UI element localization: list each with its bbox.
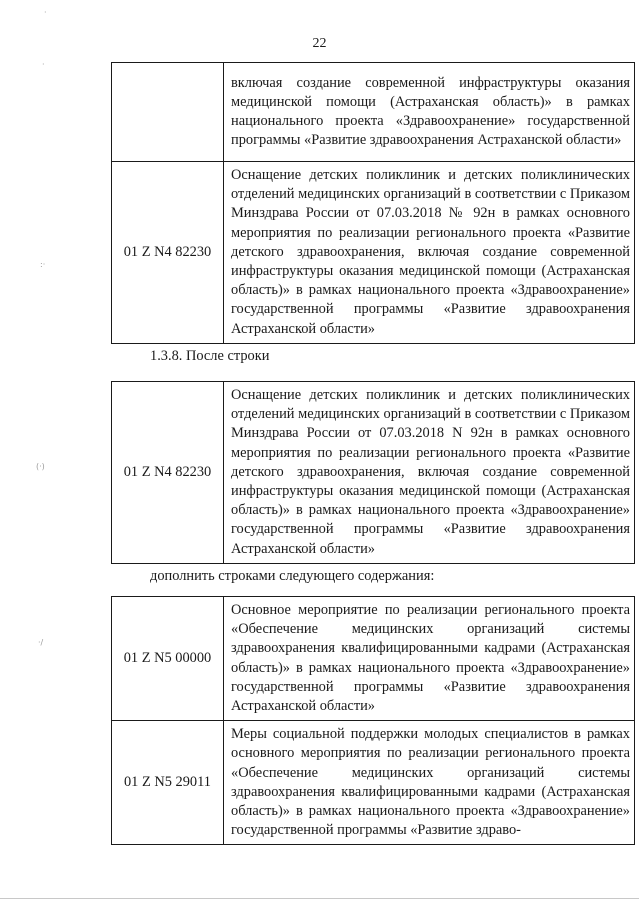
table-row (112, 721, 635, 845)
code-cell: 01 Z N4 82230 (112, 382, 224, 564)
table-row (112, 63, 635, 162)
table-middle (111, 381, 635, 564)
code-cell: 01 Z N5 29011 (112, 721, 224, 845)
margin-scan-mark: (·) (36, 462, 45, 471)
paragraph-supplement: дополнить строками следующего содержания: (150, 568, 435, 584)
description-cell: Меры социальной поддержки молодых специалистов в рамках основного мероприятия по реализации регионального проекта «Обеспечение медицинских организаций системы здравоохранения квалифицированными кадрами (Астраханская область)» в рамках национального проекта «Здравоохранение» государственной программы «Развитие здраво- (224, 721, 635, 845)
code-cell (112, 63, 224, 162)
page-bottom-edge (0, 898, 639, 899)
page-number: 22 (312, 36, 327, 51)
code-cell: 01 Z N5 00000 (112, 597, 224, 721)
table-row (112, 162, 635, 344)
table-row (112, 382, 635, 564)
margin-scan-mark: ·/ (38, 638, 44, 647)
description-cell: Оснащение детских поликлиник и детских поликлинических отделений медицинских организаций в соответствии с Приказом Минздрава России от 07.03.2018 N 92н в рамках основного мероприятия по реализации регионального проекта «Развитие детского здравоохранения, включая создание современной инфраструктуры оказания медицинской помощи (Астраханская область)» в рамках национального проекта «Здравоохранение» государственной программы «Развитие здравоохранения Астраханской области» (224, 382, 635, 564)
paragraph-after-row: 1.3.8. После строки (150, 348, 270, 364)
description-cell: Оснащение детских поликлиник и детских поликлинических отделений медицинских организаций в соответствии с Приказом Минздрава России от 07.03.2018 № 92н в рамках основного мероприятия по реализации регионального проекта «Развитие детского здравоохранения, включая создание современной инфраструктуры оказания медицинской помощи (Астраханская область)» в рамках национального проекта «Здравоохранение» государственной программы «Развитие здравоохранения Астраханской области» (224, 162, 635, 344)
margin-scan-mark: · (42, 60, 45, 69)
description-cell: включая создание современной инфраструктуры оказания медицинской помощи (Астраханская область)» в рамках национального проекта «Здравоохранение» государственной программы «Развитие здравоохранения Астраханской области» (224, 63, 635, 162)
table-bottom (111, 596, 635, 845)
table-top (111, 62, 635, 344)
table-row (112, 597, 635, 721)
margin-scan-mark: · (44, 8, 47, 17)
description-cell: Основное мероприятие по реализации регионального проекта «Обеспечение медицинских организаций системы здравоохранения квалифицированными кадрами (Астраханская область)» в рамках национального проекта «Здравоохранение» государственной программы «Развитие здравоохранения Астраханской области» (224, 597, 635, 721)
code-cell: 01 Z N4 82230 (112, 162, 224, 344)
margin-scan-mark: :· (40, 260, 46, 269)
